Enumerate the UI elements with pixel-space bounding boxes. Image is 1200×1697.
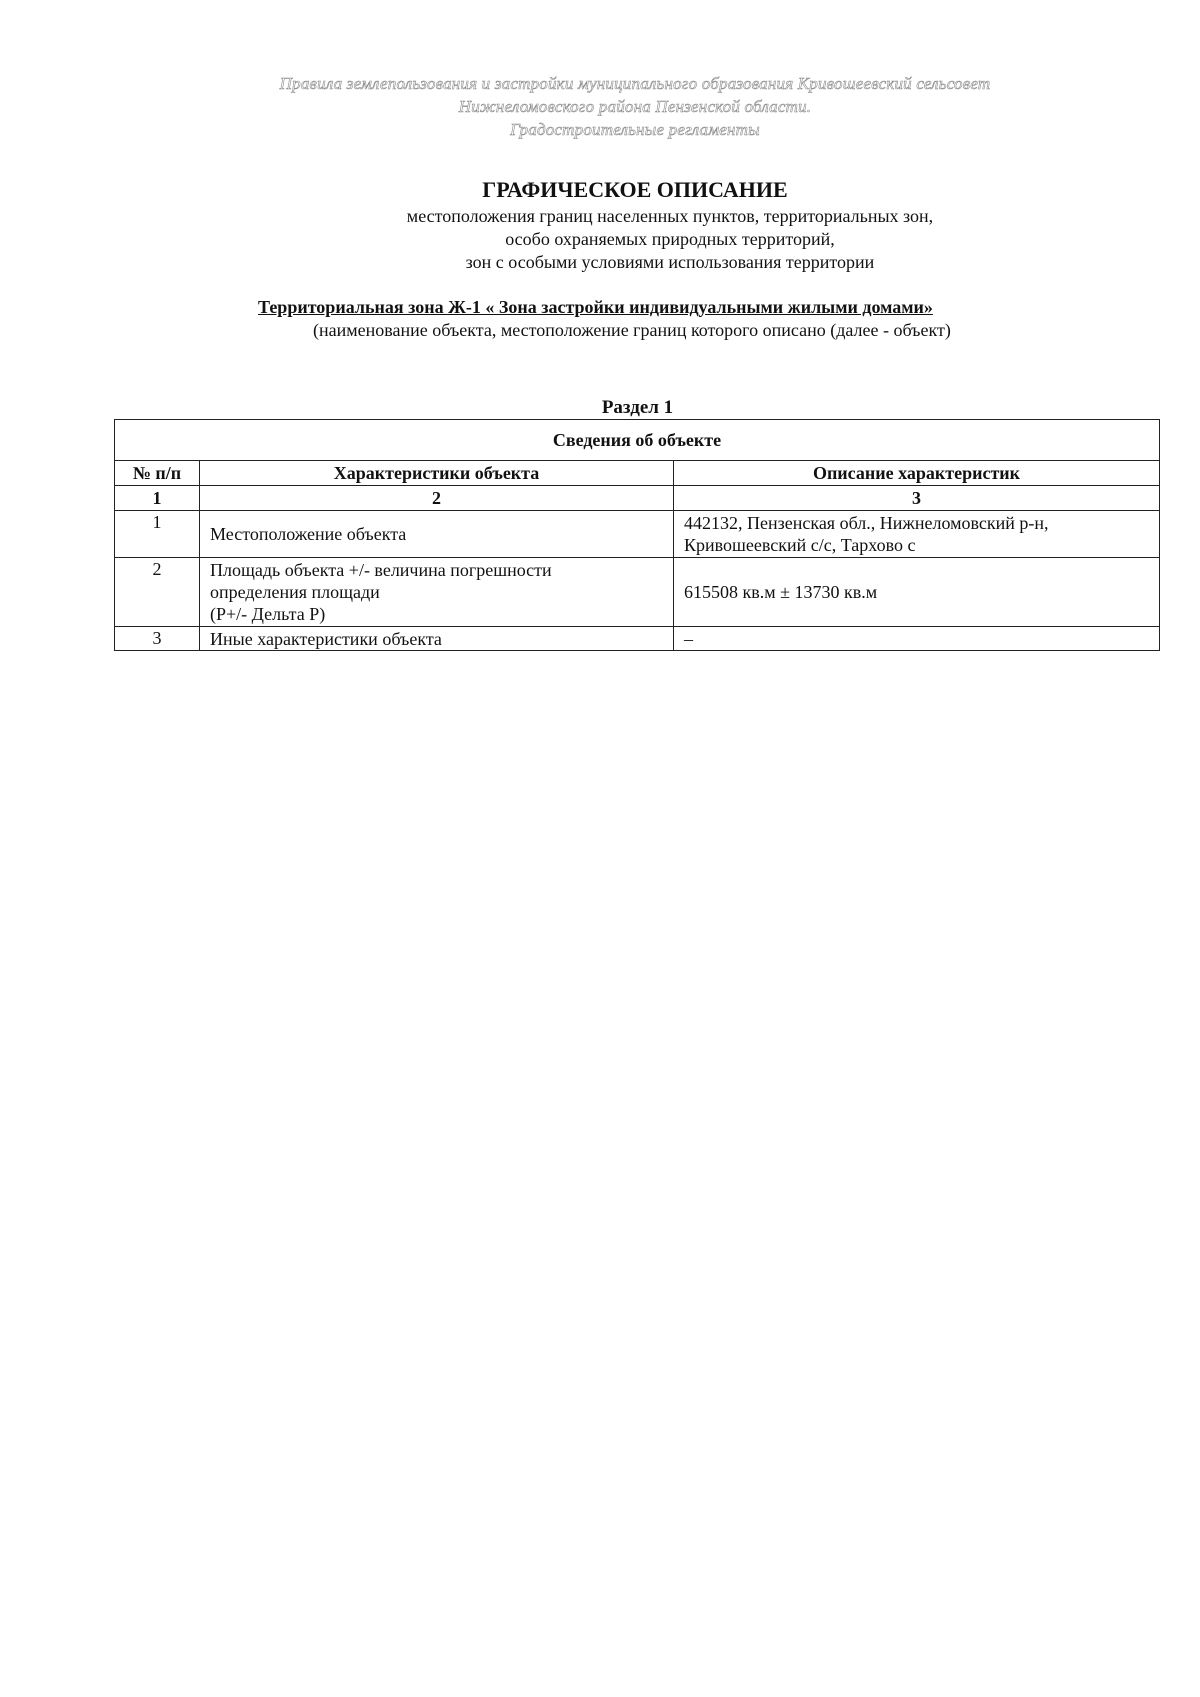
- object-name: Территориальная зона Ж-1 « Зона застройки индивидуальными жилыми домами»: [258, 297, 933, 317]
- row-characteristic: Иные характеристики объекта: [200, 627, 674, 651]
- row-characteristic: Местоположение объекта: [200, 511, 674, 558]
- object-note: (наименование объекта, местоположение границ которого описано (далее - объект): [313, 320, 951, 340]
- row-num: 1: [115, 511, 200, 558]
- header-description: Описание характеристик: [674, 461, 1160, 486]
- document-subtitle: [0, 205, 1200, 274]
- row-num: 3: [115, 627, 200, 651]
- table-column-numbers-row: [115, 486, 1160, 511]
- column-number-3: 3: [674, 486, 1160, 511]
- column-number-1: 1: [115, 486, 200, 511]
- section-title: Раздел 1: [601, 397, 674, 418]
- table-header-row: [115, 461, 1160, 486]
- row-description: 615508 кв.м ± 13730 кв.м: [674, 558, 1160, 627]
- running-header-line-1: Правила землепользования и застройки муниципального образования Кривошеевский сельсовет: [279, 74, 991, 93]
- header-characteristic: Характеристики объекта: [200, 461, 674, 486]
- row-characteristic: Площадь объекта +/- величина погрешности определения площади (P+/- Дельта P): [200, 558, 674, 627]
- row-num: 2: [115, 558, 200, 627]
- column-number-2: 2: [200, 486, 674, 511]
- row-description: –: [674, 627, 1160, 651]
- running-header-line-3: Градостроительные регламенты: [510, 120, 760, 139]
- table-row: [115, 627, 1160, 651]
- subtitle-line-3: зон с особыми условиями использования территории: [465, 252, 875, 272]
- header-num: № п/п: [115, 461, 200, 486]
- running-header: [0, 72, 1200, 141]
- table-row: [115, 511, 1160, 558]
- table-caption: Сведения об объекте: [115, 420, 1160, 461]
- running-header-line-2: Нижнеломовского района Пензенской области.: [458, 97, 812, 116]
- table-caption-row: [115, 420, 1160, 461]
- object-info-table: [114, 419, 1160, 651]
- subtitle-line-2: особо охраняемых природных территорий,: [505, 229, 835, 249]
- row-description: 442132, Пензенская обл., Нижнеломовский р-н, Кривошеевский с/с, Тархово с: [674, 511, 1160, 558]
- table-row: [115, 558, 1160, 627]
- document-title: ГРАФИЧЕСКОЕ ОПИСАНИЕ: [482, 177, 788, 202]
- subtitle-line-1: местоположения границ населенных пунктов, территориальных зон,: [406, 206, 934, 226]
